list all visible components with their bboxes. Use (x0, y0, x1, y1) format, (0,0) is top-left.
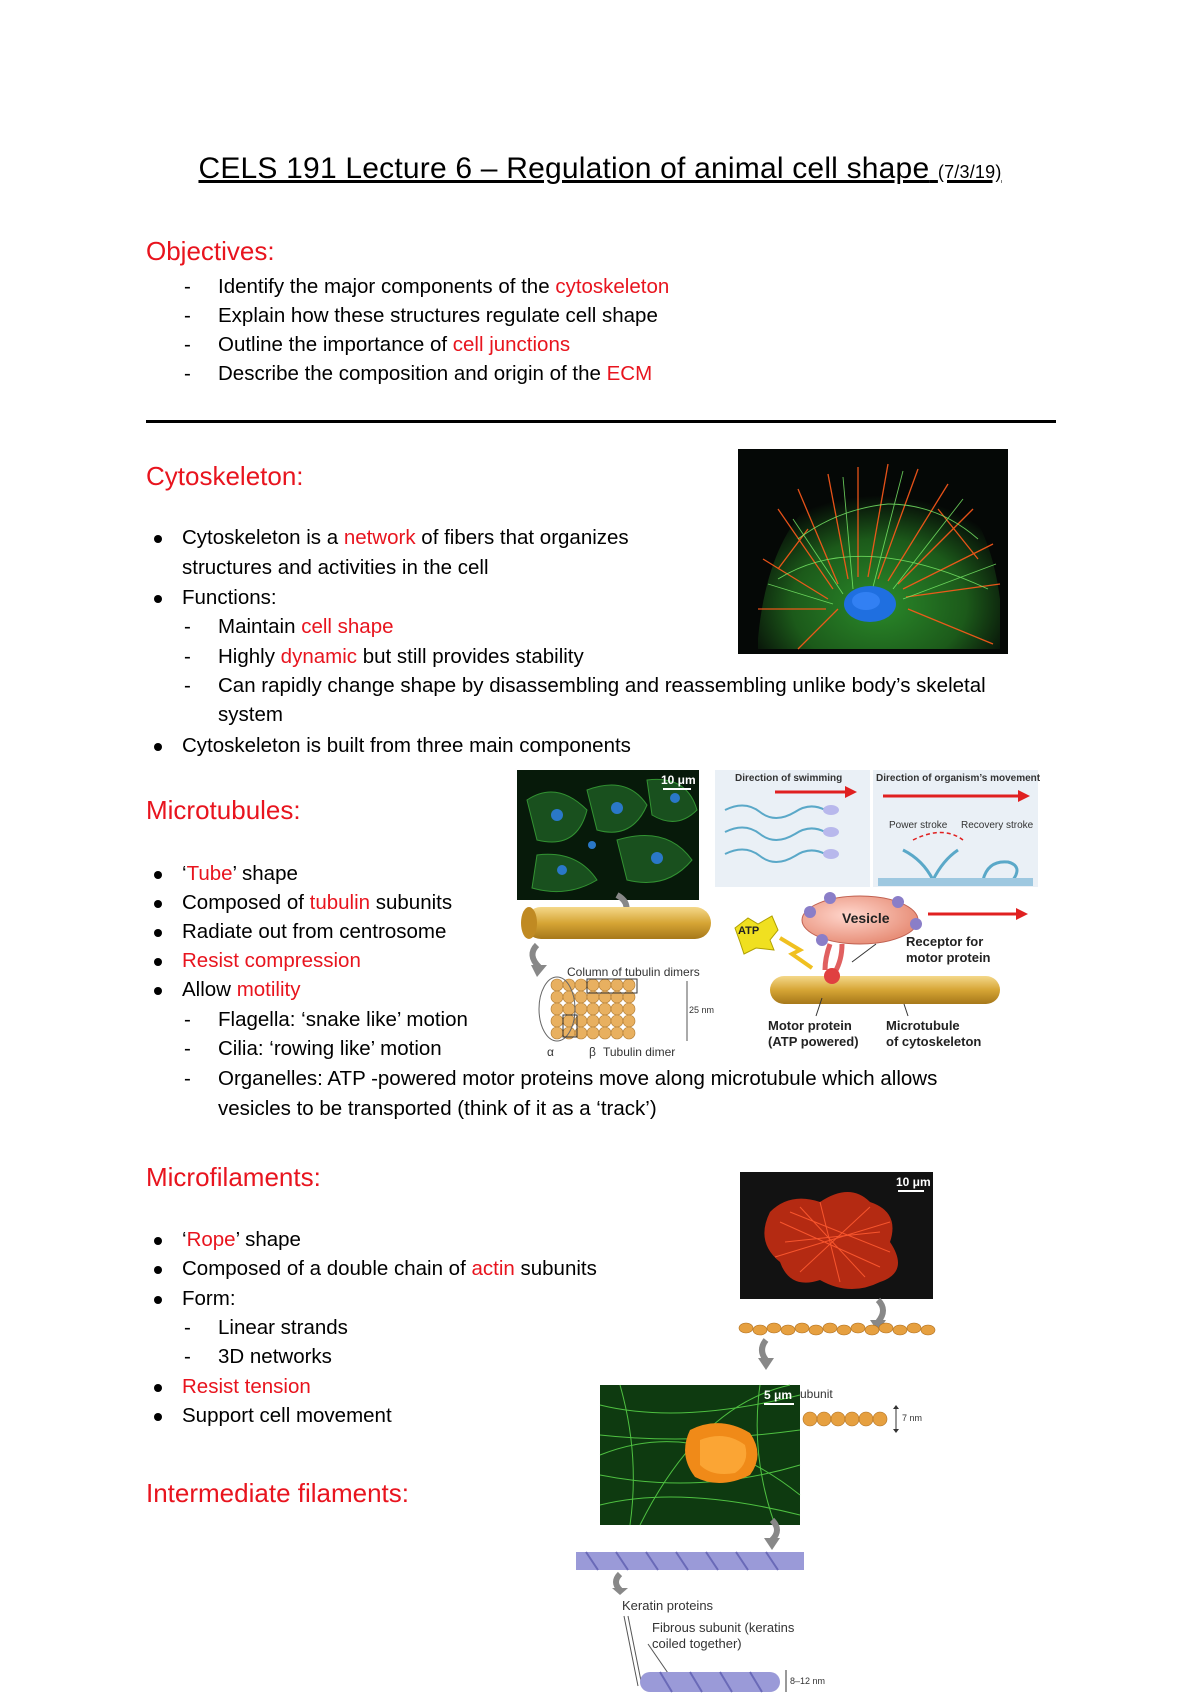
keratin-cable-diagram (576, 1520, 806, 1595)
cytoskeleton-heading: Cytoskeleton: (146, 461, 304, 491)
actin-strand-diagram (738, 1300, 938, 1370)
subunit-chain-diagram (800, 1385, 940, 1445)
bullet-continuation: structures and activities in the cell (182, 556, 489, 579)
flagella-panel (715, 770, 870, 887)
title-date: (7/3/19) (937, 162, 1002, 182)
intermediate-filaments-heading: Intermediate filaments: (146, 1478, 410, 1508)
dimension-label: 25 nm (689, 1005, 715, 1015)
intermediate-filament-micrograph (600, 1385, 800, 1525)
scale-bar-label: 10 μm (896, 1175, 931, 1189)
sub-item-continuation: vesicles to be transported (think of it as a ‘track’) (218, 1097, 657, 1120)
cilia-panel (873, 770, 1041, 887)
keratin-label: Keratin proteins (622, 1598, 714, 1613)
dimension-label: 8–12 nm (790, 1676, 826, 1686)
power-stroke-label: Power stroke (889, 820, 948, 831)
scale-bar (764, 1403, 794, 1405)
organism-direction-label: Direction of organism’s movement (876, 773, 1041, 784)
tubulin-diagram (517, 895, 717, 1060)
tubulin-dimer-label: Tubulin dimer (603, 1045, 676, 1059)
scale-bar (663, 788, 691, 790)
atp-label: ATP (738, 925, 760, 937)
motor-protein-label: (ATP powered) (768, 1034, 859, 1049)
swimming-direction-label: Direction of swimming (735, 773, 843, 784)
keratin-detail-diagram (620, 1598, 826, 1694)
scale-bar-label: 10 μm (661, 773, 696, 787)
title-text: CELS 191 Lecture 6 – Regulation of animal cell shape (198, 152, 930, 185)
receptor-label: motor protein (906, 950, 991, 965)
motor-protein-diagram (730, 888, 1050, 1056)
motor-protein-label: Motor protein (768, 1018, 852, 1033)
fibrous-subunit-label: Fibrous subunit (keratins (652, 1620, 795, 1635)
actin-micrograph (740, 1172, 933, 1299)
scale-bar-label: 5 μm (764, 1388, 793, 1402)
vesicle-label: Vesicle (842, 910, 890, 926)
microtubule-label: of cytoskeleton (886, 1034, 982, 1049)
beta-label: β (589, 1045, 596, 1059)
cytoskeleton-micrograph (738, 449, 1008, 654)
page-title (0, 152, 1200, 186)
microtubules-heading: Microtubules: (146, 795, 301, 825)
subunit-label: ubunit (800, 1387, 833, 1401)
scale-bar (898, 1190, 924, 1192)
alpha-label: α (547, 1045, 554, 1059)
tubulin-column-label: Column of tubulin dimers (567, 965, 700, 979)
receptor-label: Receptor for (906, 934, 984, 949)
microtubule-label: Microtubule (886, 1018, 960, 1033)
recovery-stroke-label: Recovery stroke (961, 820, 1034, 831)
objectives-heading: Objectives: (146, 236, 275, 266)
dimension-label: 7 nm (902, 1413, 923, 1423)
section-divider (146, 420, 1056, 423)
microfilaments-heading: Microfilaments: (146, 1162, 321, 1192)
sub-item-continuation: system (218, 703, 283, 726)
microtubule-micrograph (517, 770, 699, 900)
fibrous-subunit-label: coiled together) (652, 1636, 742, 1651)
